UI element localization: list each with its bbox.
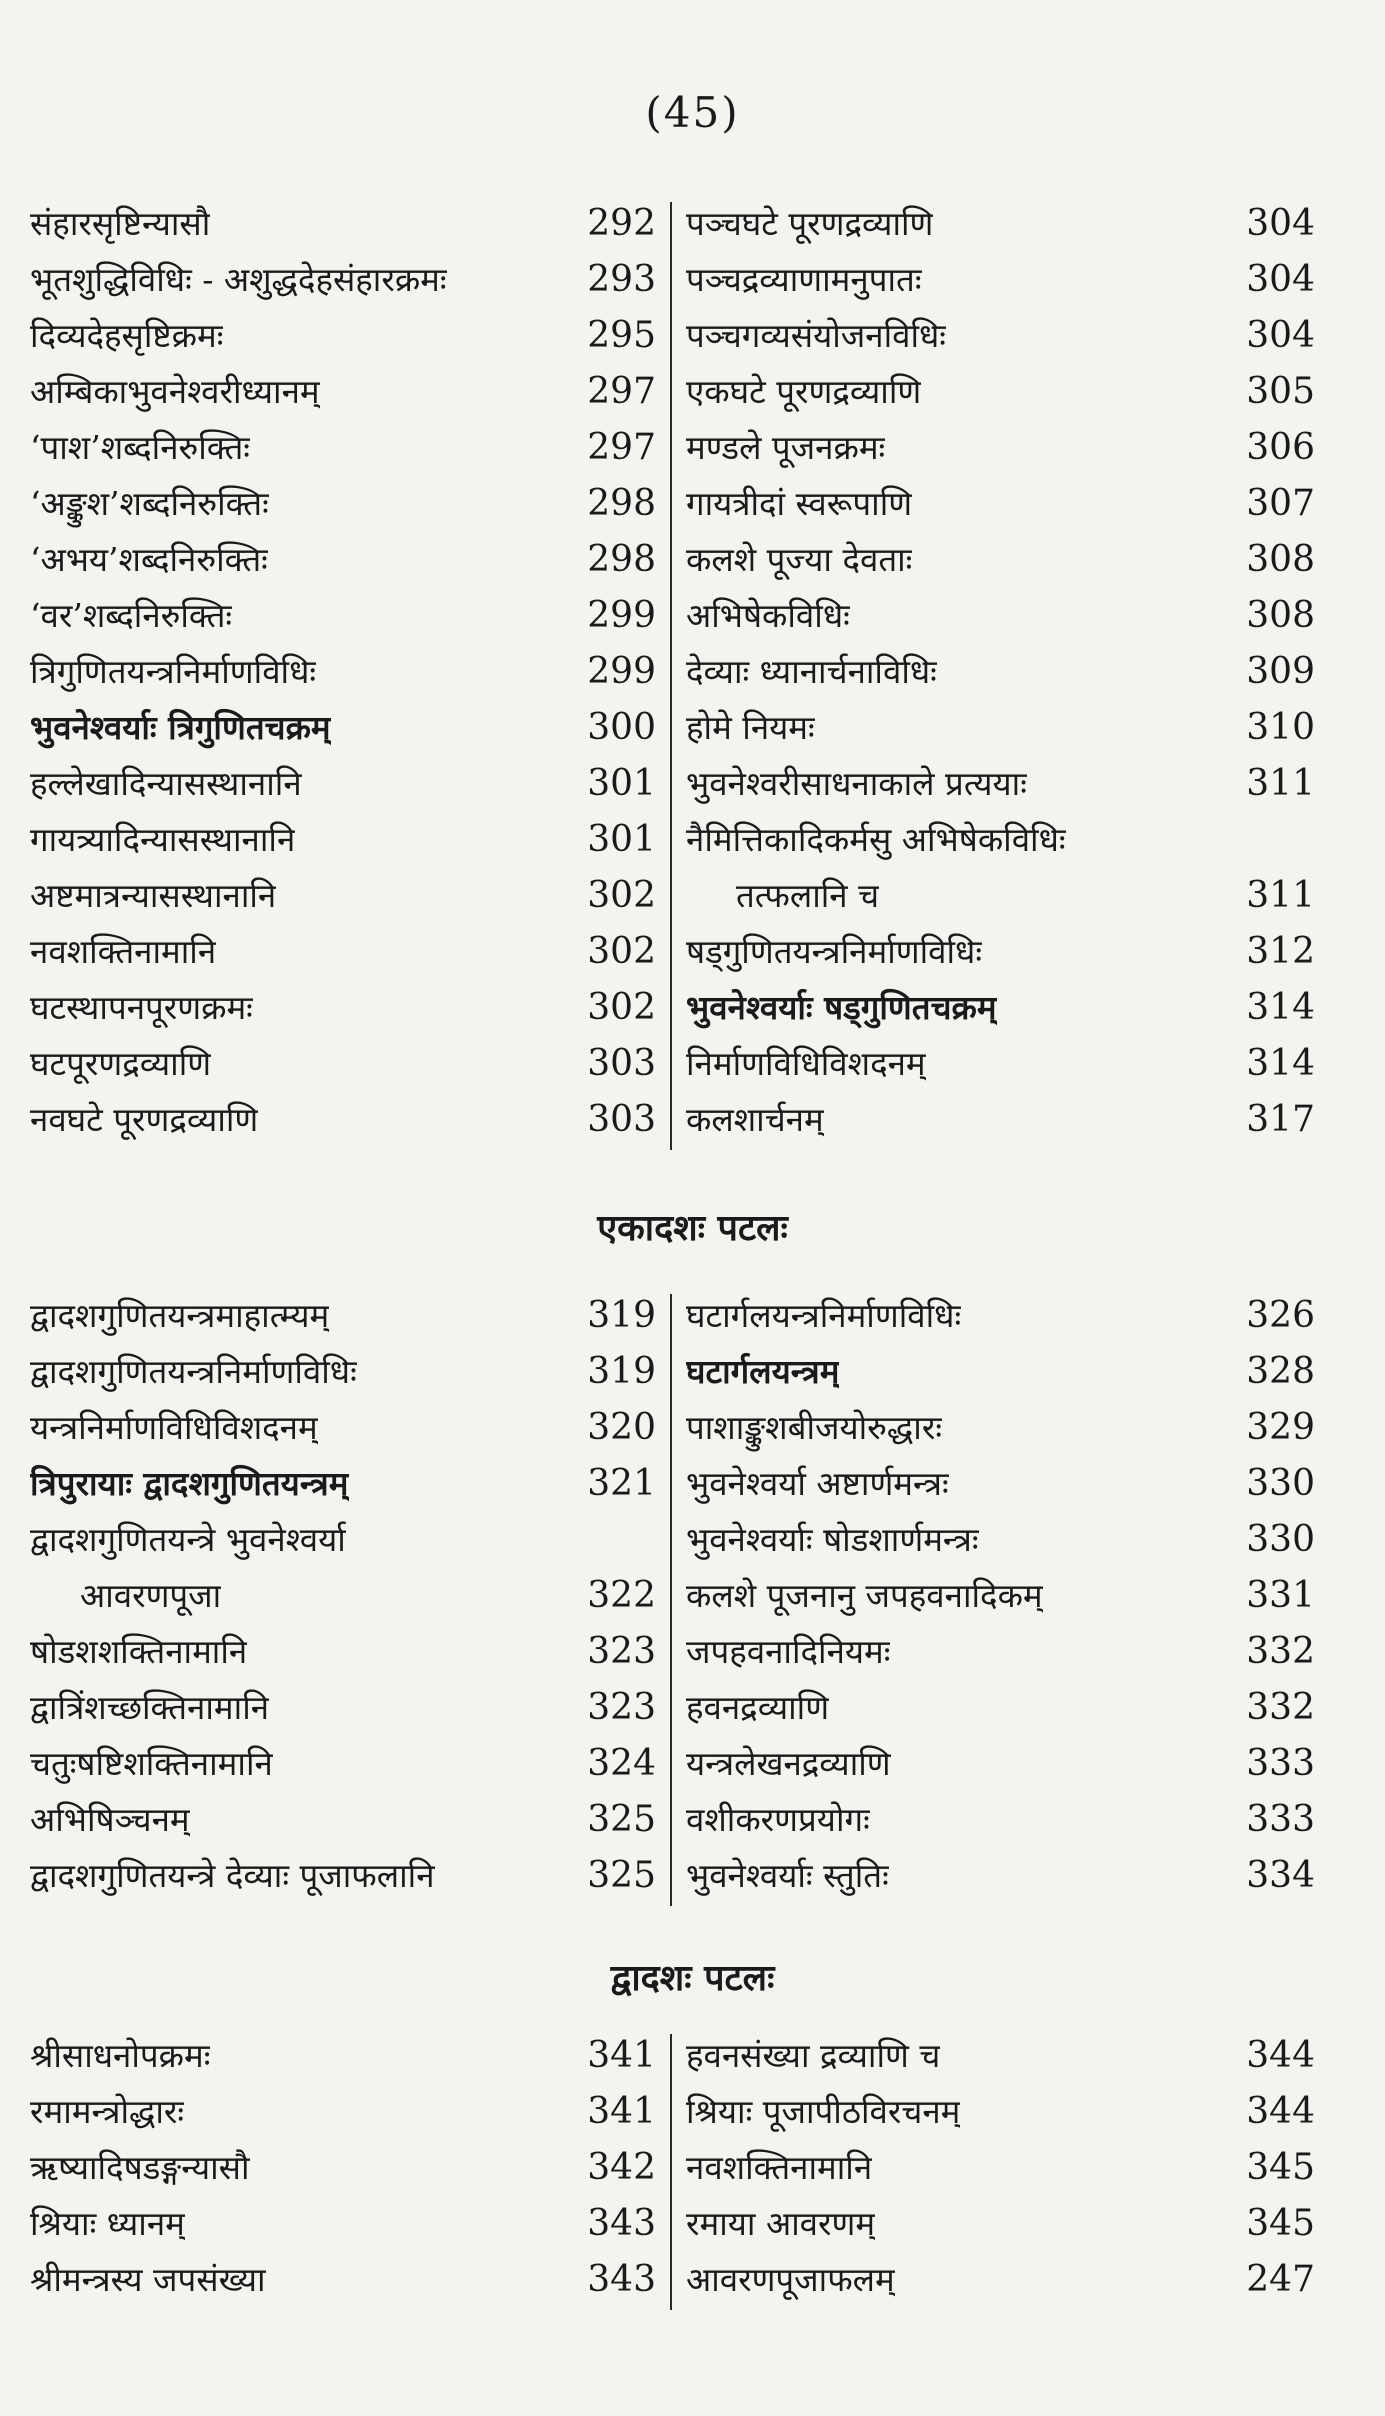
index-entry — [30, 1456, 656, 1512]
index-entry — [686, 476, 1315, 532]
entry-title: आवरणपूजाफलम् — [686, 2260, 895, 2299]
left-column — [30, 196, 656, 1148]
entry-title: नवशक्तिनामानि — [686, 2148, 873, 2187]
entry-title: द्वादशगुणितयन्त्रे भुवनेश्वर्या — [30, 1520, 346, 1559]
index-entry — [686, 1568, 1315, 1624]
index-entry — [686, 364, 1315, 420]
entry-title: त्रिगुणितयन्त्रनिर्माणविधिः — [30, 652, 317, 691]
index-entry — [686, 2028, 1315, 2084]
entry-page-number: 343 — [587, 2203, 656, 2244]
index-entry — [30, 2028, 656, 2084]
index-entry — [686, 1848, 1315, 1904]
entry-page-number: 341 — [587, 2035, 656, 2076]
entry-page-number: 308 — [1246, 539, 1315, 580]
entry-title: घटार्गलयन्त्रम् — [686, 1352, 840, 1391]
entry-title: षड्गुणितयन्त्रनिर्माणविधिः — [686, 932, 983, 971]
entry-title: अष्टमात्रन्यासस्थानानि — [30, 876, 277, 915]
index-entry — [686, 1736, 1315, 1792]
entry-title: संहारसृष्टिन्यासौ — [30, 204, 211, 243]
section-heading-dwadash-patal: द्वादशः पटलः — [610, 1957, 775, 1999]
index-entry — [686, 420, 1315, 476]
index-entry — [686, 1456, 1315, 1512]
entry-page-number: 323 — [587, 1631, 656, 1672]
entry-page-number: 324 — [587, 1743, 656, 1784]
index-entry — [30, 1288, 656, 1344]
entry-page-number: 312 — [1246, 931, 1315, 972]
index-entry — [686, 644, 1315, 700]
index-entry — [686, 308, 1315, 364]
index-entry — [30, 812, 656, 868]
entry-title: रमाया आवरणम् — [686, 2204, 876, 2243]
index-entry — [686, 812, 1315, 868]
entry-page-number: 302 — [587, 875, 656, 916]
index-entry — [30, 588, 656, 644]
entry-page-number: 345 — [1246, 2147, 1315, 2188]
entry-title: यन्त्रलेखनद्रव्याणि — [686, 1744, 891, 1783]
index-entry — [686, 1092, 1315, 1148]
entry-page-number: 306 — [1246, 427, 1315, 468]
entry-title: भुवनेश्वर्याः षड्गुणितचक्रम् — [686, 988, 997, 1027]
entry-page-number: 304 — [1246, 203, 1315, 244]
entry-page-number: 345 — [1246, 2203, 1315, 2244]
entry-title: श्रीमन्त्रस्य जपसंख्या — [30, 2260, 266, 2299]
column-divider — [670, 202, 672, 1150]
index-entry — [30, 2084, 656, 2140]
index-entry — [30, 1344, 656, 1400]
index-entry — [30, 1568, 656, 1624]
index-entry — [30, 364, 656, 420]
index-entry — [30, 476, 656, 532]
entry-title: पाशाङ्कुशबीजयोरुद्धारः — [686, 1408, 942, 1447]
entry-title: दिव्यदेहसृष्टिक्रमः — [30, 316, 224, 355]
index-entry — [30, 980, 656, 1036]
entry-title: घटार्गलयन्त्रनिर्माणविधिः — [686, 1296, 962, 1335]
entry-page-number: 292 — [587, 203, 656, 244]
entry-title: द्वादशगुणितयन्त्रनिर्माणविधिः — [30, 1352, 357, 1391]
entry-title: हवनद्रव्याणि — [686, 1688, 830, 1727]
entry-title: ‘अङ्कुश’शब्दनिरुक्तिः — [30, 484, 269, 523]
index-entry — [686, 1680, 1315, 1736]
entry-title: भुवनेश्वरीसाधनाकाले प्रत्ययाः — [686, 764, 1027, 803]
entry-title: षोडशशक्तिनामानि — [30, 1632, 248, 1671]
entry-page-number: 247 — [1246, 2259, 1315, 2300]
index-entry — [686, 1344, 1315, 1400]
entry-page-number: 311 — [1246, 875, 1315, 916]
entry-title: पञ्चद्रव्याणामनुपातः — [686, 260, 922, 299]
index-entry — [686, 588, 1315, 644]
index-entry — [30, 1512, 656, 1568]
index-entry — [686, 2084, 1315, 2140]
index-entry — [686, 980, 1315, 1036]
index-entry — [686, 1792, 1315, 1848]
index-section-3 — [30, 2028, 1315, 2308]
index-entry — [30, 252, 656, 308]
entry-title: घटपूरणद्रव्याणि — [30, 1044, 212, 1083]
entry-page-number: 323 — [587, 1687, 656, 1728]
entry-page-number: 314 — [1246, 1043, 1315, 1084]
entry-title: द्वादशगुणितयन्त्रे देव्याः पूजाफलानि — [30, 1856, 435, 1895]
entry-page-number: 320 — [587, 1407, 656, 1448]
entry-title: घटस्थापनपूरणक्रमः — [30, 988, 253, 1027]
entry-page-number: 299 — [587, 651, 656, 692]
entry-page-number: 321 — [587, 1463, 656, 1504]
index-entry — [30, 1036, 656, 1092]
entry-page-number: 300 — [587, 707, 656, 748]
entry-page-number: 328 — [1246, 1351, 1315, 1392]
right-column — [686, 196, 1315, 1148]
entry-page-number: 319 — [587, 1351, 656, 1392]
column-divider — [670, 1294, 672, 1906]
index-entry — [686, 2252, 1315, 2308]
entry-title: श्रीसाधनोपक्रमः — [30, 2036, 211, 2075]
index-entry — [686, 1624, 1315, 1680]
index-entry — [30, 1792, 656, 1848]
entry-page-number: 305 — [1246, 371, 1315, 412]
index-entry — [686, 1036, 1315, 1092]
index-section-2 — [30, 1288, 1315, 1904]
index-entry — [686, 756, 1315, 812]
index-entry — [30, 420, 656, 476]
index-entry — [30, 1848, 656, 1904]
entry-title: देव्याः ध्यानार्चनाविधिः — [686, 652, 937, 691]
entry-title: कलशे पूजनानु जपहवनादिकम् — [686, 1576, 1043, 1615]
entry-title: भुवनेश्वर्याः षोडशार्णमन्त्रः — [686, 1520, 979, 1559]
index-entry — [686, 252, 1315, 308]
index-entry — [686, 1400, 1315, 1456]
index-entry — [686, 868, 1315, 924]
entry-title: जपहवनादिनियमः — [686, 1632, 891, 1671]
index-entry — [30, 924, 656, 980]
entry-page-number: 298 — [587, 539, 656, 580]
entry-page-number: 297 — [587, 427, 656, 468]
entry-page-number: 303 — [587, 1043, 656, 1084]
entry-page-number: 330 — [1246, 1463, 1315, 1504]
entry-title: आवरणपूजा — [80, 1576, 222, 1615]
entry-page-number: 309 — [1246, 651, 1315, 692]
index-section-1 — [30, 196, 1315, 1148]
entry-page-number: 342 — [587, 2147, 656, 2188]
entry-title: वशीकरणप्रयोगः — [686, 1800, 870, 1839]
entry-page-number: 343 — [587, 2259, 656, 2300]
section-heading-ekadash-patal: एकादशः पटलः — [597, 1207, 788, 1249]
entry-title: मण्डले पूजनक्रमः — [686, 428, 886, 467]
index-entry — [30, 1400, 656, 1456]
entry-title: अम्बिकाभुवनेश्वरीध्यानम् — [30, 372, 320, 411]
entry-title: ‘वर’शब्दनिरुक्तिः — [30, 596, 233, 635]
entry-page-number: 341 — [587, 2091, 656, 2132]
entry-title: ‘अभय’शब्दनिरुक्तिः — [30, 540, 268, 579]
entry-page-number: 332 — [1246, 1631, 1315, 1672]
entry-page-number: 326 — [1246, 1295, 1315, 1336]
index-entry — [686, 1512, 1315, 1568]
index-entry — [686, 1288, 1315, 1344]
index-entry — [686, 2196, 1315, 2252]
entry-page-number: 322 — [587, 1575, 656, 1616]
entry-title: नवघटे पूरणद्रव्याणि — [30, 1100, 259, 1139]
entry-title: भुवनेश्वर्याः स्तुतिः — [686, 1856, 889, 1895]
entry-page-number: 304 — [1246, 259, 1315, 300]
index-entry — [30, 868, 656, 924]
entry-page-number: 317 — [1246, 1099, 1315, 1140]
entry-page-number: 314 — [1246, 987, 1315, 1028]
index-entry — [686, 700, 1315, 756]
index-entry — [30, 2196, 656, 2252]
entry-page-number: 299 — [587, 595, 656, 636]
entry-title: गायत्र्यादिन्यासस्थानानि — [30, 820, 296, 859]
page-number: (45) — [645, 88, 740, 137]
index-entry — [30, 1092, 656, 1148]
entry-page-number: 332 — [1246, 1687, 1315, 1728]
left-column — [30, 1288, 656, 1904]
index-entry — [30, 532, 656, 588]
right-column — [686, 2028, 1315, 2308]
index-entry — [30, 2252, 656, 2308]
entry-page-number: 344 — [1246, 2091, 1315, 2132]
entry-page-number: 302 — [587, 931, 656, 972]
right-column — [686, 1288, 1315, 1904]
entry-page-number: 310 — [1246, 707, 1315, 748]
entry-page-number: 301 — [587, 763, 656, 804]
entry-page-number: 344 — [1246, 2035, 1315, 2076]
entry-page-number: 325 — [587, 1799, 656, 1840]
entry-page-number: 301 — [587, 819, 656, 860]
entry-title: भूतशुद्धिविधिः - अशुद्धदेहसंहारक्रमः — [30, 260, 447, 299]
index-entry — [30, 1680, 656, 1736]
entry-page-number: 295 — [587, 315, 656, 356]
entry-title: यन्त्रनिर्माणविधिविशदनम् — [30, 1408, 318, 1447]
entry-page-number: 329 — [1246, 1407, 1315, 1448]
entry-title: पञ्चगव्यसंयोजनविधिः — [686, 316, 946, 355]
index-entry — [30, 196, 656, 252]
entry-title: एकघटे पूरणद्रव्याणि — [686, 372, 922, 411]
entry-page-number: 333 — [1246, 1799, 1315, 1840]
entry-page-number: 325 — [587, 1855, 656, 1896]
entry-title: चतुःषष्टिशक्तिनामानि — [30, 1744, 273, 1783]
index-entry — [30, 1624, 656, 1680]
entry-title: हल्लेखादिन्यासस्थानानि — [30, 764, 302, 803]
index-entry — [686, 2140, 1315, 2196]
entry-title: हवनसंख्या द्रव्याणि च — [686, 2036, 941, 2075]
index-entry — [686, 924, 1315, 980]
column-divider — [670, 2034, 672, 2310]
entry-title: पञ्चघटे पूरणद्रव्याणि — [686, 204, 934, 243]
entry-title: ‘पाश’शब्दनिरुक्तिः — [30, 428, 250, 467]
entry-page-number: 304 — [1246, 315, 1315, 356]
entry-title: नवशक्तिनामानि — [30, 932, 217, 971]
index-entry — [30, 644, 656, 700]
entry-page-number: 293 — [587, 259, 656, 300]
entry-title: गायत्रीदां स्वरूपाणि — [686, 484, 913, 523]
entry-page-number: 307 — [1246, 483, 1315, 524]
entry-page-number: 297 — [587, 371, 656, 412]
entry-title: रमामन्त्रोद्धारः — [30, 2092, 185, 2131]
entry-title: द्वात्रिंशच्छक्तिनामानि — [30, 1688, 270, 1727]
entry-page-number: 311 — [1246, 763, 1315, 804]
entry-page-number: 303 — [587, 1099, 656, 1140]
entry-page-number: 331 — [1246, 1575, 1315, 1616]
index-entry — [30, 2140, 656, 2196]
entry-page-number: 333 — [1246, 1743, 1315, 1784]
entry-title: निर्माणविधिविशदनम् — [686, 1044, 926, 1083]
entry-title: कलशार्चनम् — [686, 1100, 824, 1139]
index-entry — [686, 196, 1315, 252]
entry-title: कलशे पूज्या देवताः — [686, 540, 913, 579]
index-entry — [686, 532, 1315, 588]
index-entry — [30, 700, 656, 756]
index-entry — [30, 756, 656, 812]
entry-title: भुवनेश्वर्या अष्टार्णमन्त्रः — [686, 1464, 949, 1503]
entry-title: ऋष्यादिषडङ्गन्यासौ — [30, 2148, 250, 2187]
entry-page-number: 308 — [1246, 595, 1315, 636]
index-entry — [30, 1736, 656, 1792]
entry-page-number: 334 — [1246, 1855, 1315, 1896]
entry-title: श्रियाः ध्यानम् — [30, 2204, 185, 2243]
left-column — [30, 2028, 656, 2308]
entry-title: भुवनेश्वर्याः त्रिगुणितचक्रम् — [30, 708, 331, 747]
entry-title: तत्फलानि च — [736, 876, 880, 915]
entry-page-number: 319 — [587, 1295, 656, 1336]
entry-page-number: 302 — [587, 987, 656, 1028]
entry-title: श्रियाः पूजापीठविरचनम् — [686, 2092, 961, 2131]
entry-title: अभिषेकविधिः — [686, 596, 850, 635]
entry-title: त्रिपुरायाः द्वादशगुणितयन्त्रम् — [30, 1464, 349, 1503]
entry-page-number: 330 — [1246, 1519, 1315, 1560]
entry-title: होमे नियमः — [686, 708, 815, 747]
entry-title: द्वादशगुणितयन्त्रमाहात्म्यम् — [30, 1296, 330, 1335]
index-entry — [30, 308, 656, 364]
entry-page-number: 298 — [587, 483, 656, 524]
entry-title: अभिषिञ्चनम् — [30, 1800, 190, 1839]
entry-title: नैमित्तिकादिकर्मसु अभिषेकविधिः — [686, 820, 1066, 859]
